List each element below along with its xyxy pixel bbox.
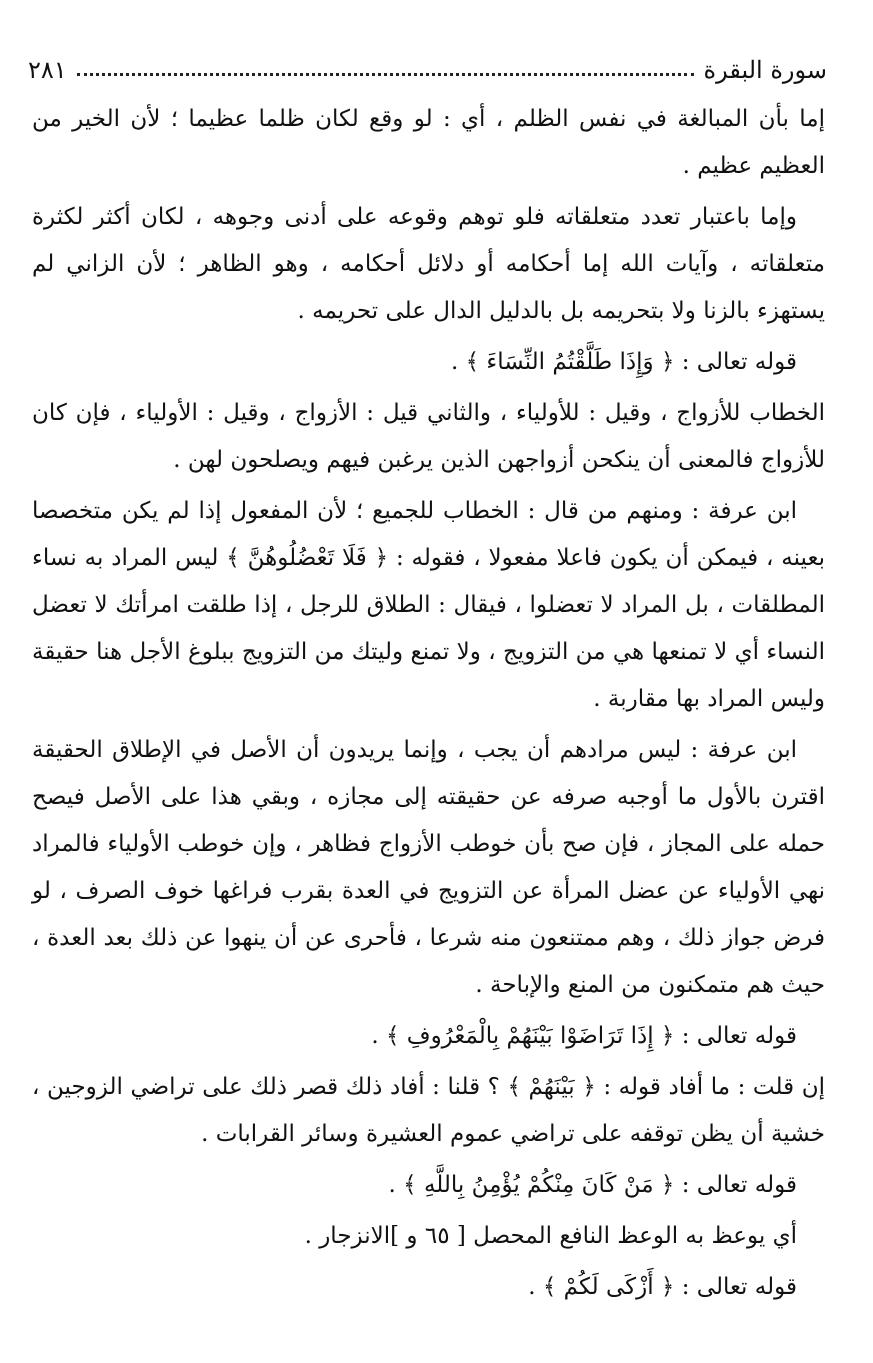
running-title: سورة البقرة [703,56,827,84]
paragraph [32,727,825,1009]
page-header [28,52,827,88]
paragraph [32,488,825,723]
paragraph [32,194,825,335]
paragraph-text: إن قلت : ما أفاد قوله : ﴿ بَيْنَهُمْ ﴾ ؟ قلنا : أفاد ذلك قصر ذلك على تراضي الزوجين ، خشية أن يظن توقفه على تراضي عموم العشيرة وسائر القرابات . [32,1074,825,1147]
verse-heading [32,1013,825,1060]
paragraph [32,1064,825,1158]
paragraph [32,96,825,190]
paragraph [32,1213,825,1260]
page-number: ٢٨١ [28,56,67,84]
paragraph-text: ابن عرفة : ومنهم من قال : الخطاب للجميع ؛ لأن المفعول إذا لم يكن متخصصا بعينه ، فيمكن أن يكون فاعلا مفعولا ، فقوله : ﴿ فَلَا تَعْضُلُوهُنَّ ﴾ ليس المراد به نساء المطلقات ، بل المراد لا تعضلوا ، فيقال : الطلاق للرجل ، إذا طلقت امرأتك لا تعضل النساء أي لا تمنعها هي من التزويج ، ولا تمنع وليتك من التزويج ببلوغ الأجل هنا حقيقة وليس المراد بها مقاربة . [32,498,825,712]
paragraph-text: وإما باعتبار تعدد متعلقاته فلو توهم وقوعه على أدنى وجوهه ، لكان أكثر لكثرة متعلقاته ، وآيات الله إما أحكامه أو دلائل أحكامه ، وهو الظاهر ؛ لأن الزاني لم يستهزء بالزنا ولا بتحريمه بل بالدليل الدال على تحريمه . [32,204,825,324]
verse-heading [32,1264,825,1311]
paragraph-text: أي يوعظ به الوعظ النافع المحصل [ ٦٥ و ]الانزجار . [304,1223,797,1249]
verse-text: قوله تعالى : ﴿ مَنْ كَانَ مِنْكُمْ يُؤْمِنُ بِاللَّهِ ﴾ . [388,1172,797,1198]
page-body [32,96,825,1315]
verse-text: قوله تعالى : ﴿ وَإِذَا طَلَّقْتُمُ النِّسَاءَ ﴾ . [450,349,797,375]
verse-text: قوله تعالى : ﴿ أَزْكَى لَكُمْ ﴾ . [528,1274,797,1300]
verse-heading [32,1162,825,1209]
paragraph-text: ابن عرفة : ليس مرادهم أن يجب ، وإنما يريدون أن الأصل في الإطلاق الحقيقة اقترن بالأول ما أوجبه صرفه عن حقيقته إلى مجازه ، وبقي هذا على الأصل فيصح حمله على المجاز ، فإن صح بأن خوطب الأزواج فظاهر ، وإن خوطب الأولياء فالمراد نهي الأولياء عن عضل المرأة عن التزويج في العدة بقرب فراغها خوف الصرف ، لو فرض جواز ذلك ، وهم ممتنعون منه شرعا ، فأحرى عن أن ينهوا عن ذلك بعد العدة ، حيث هم متمكنون من المنع والإباحة . [32,737,825,998]
header-dotted-leader [77,73,694,76]
paragraph [32,390,825,484]
paragraph-text: إما بأن المبالغة في نفس الظلم ، أي : لو وقع لكان ظلما عظيما ؛ لأن الخير من العظيم عظيم . [32,106,825,179]
verse-text: قوله تعالى : ﴿ إِذَا تَرَاضَوْا بَيْنَهُمْ بِالْمَعْرُوفِ ﴾ . [371,1023,797,1049]
paragraph-text: الخطاب للأزواج ، وقيل : للأولياء ، والثاني قيل : الأزواج ، وقيل : الأولياء ، فإن كان للأزواج فالمعنى أن ينكحن أزواجهن الذين يرغبن فيهم ويصلحون لهن . [32,400,825,473]
verse-heading [32,339,825,386]
